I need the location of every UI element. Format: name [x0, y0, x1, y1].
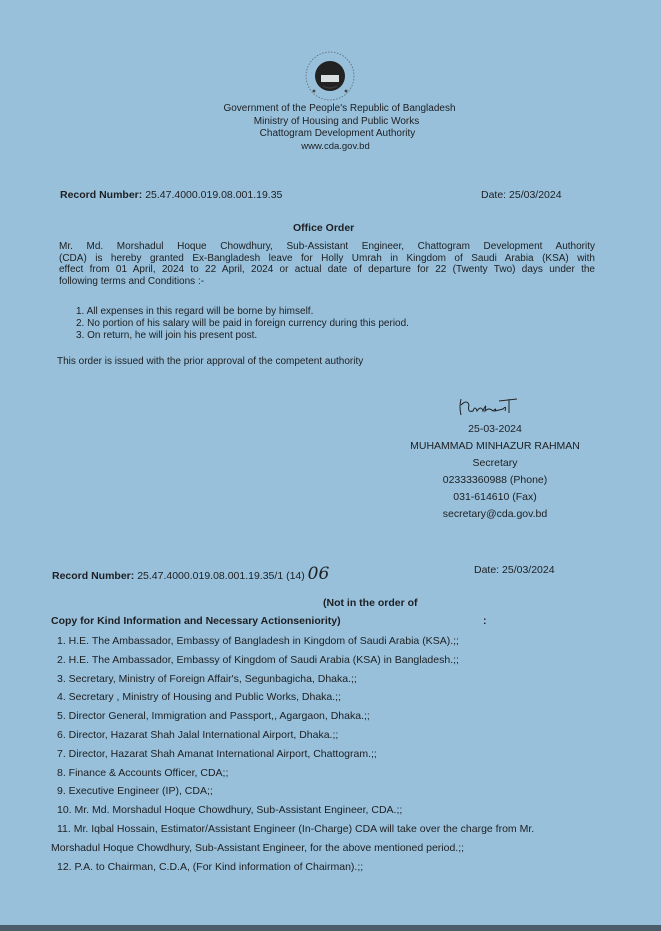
list-item: 10. Mr. Md. Morshadul Hoque Chowdhury, Sub-Assistant Engineer, CDA.;; [57, 804, 403, 817]
list-item: 12. P.A. to Chairman, C.D.A, (For Kind information of Chairman).;; [57, 860, 364, 873]
header-authority: Chattogram Development Authority [259, 128, 416, 139]
signatory-name: MUHAMMAD MINHAZUR RAHMAN [410, 440, 580, 452]
record-number-1 [60, 189, 282, 201]
header-government: Government of the People's Republic of Bangladesh [223, 103, 456, 114]
list-item: 2. H.E. The Ambassador, Embassy of Kingdom of Saudi Arabia (KSA) in Bangladesh.;; [57, 653, 459, 666]
seniority-note: (Not in the order of [323, 597, 418, 609]
record-number-value: 25.47.4000.019.08.001.19.35 [145, 189, 283, 201]
terms-list [76, 306, 409, 342]
list-item: 11. Mr. Iqbal Hossain, Estimator/Assistant Engineer (In-Charge) CDA will take over the charge from Mr. [57, 822, 535, 835]
term-item: 2. No portion of his salary will be paid in foreign currency during this period. [76, 318, 409, 329]
copy-heading: Copy for Kind Information and Necessary Actionseniority) [51, 615, 341, 627]
list-item: 7. Director, Hazarat Shah Amanat International Airport, Chattogram.;; [57, 747, 377, 760]
handwritten-signature-icon [455, 395, 535, 419]
list-item: 9. Executive Engineer (IP), CDA;; [57, 785, 213, 798]
paragraph-line: effect from 01 April, 2024 to 22 April, 2024 or actual date of departure for 22 (Twenty Two) days under the [59, 264, 595, 275]
signature-block [390, 395, 600, 523]
record-number-label: Record Number: [60, 189, 143, 201]
approval-statement: This order is issued with the prior approval of the competent authority [57, 356, 364, 367]
record-date-2: Date: 25/03/2024 [474, 564, 555, 576]
header-website-link[interactable]: www.cda.gov.bd [301, 140, 370, 152]
record-number-2 [52, 564, 329, 584]
signatory-designation: Secretary [472, 457, 518, 469]
office-order-title: Office Order [293, 222, 355, 234]
list-item: 6. Director, Hazarat Shah Jalal International Airport, Dhaka.;; [57, 728, 339, 741]
list-item: 5. Director General, Immigration and Passport,, Agargaon, Dhaka.;; [57, 710, 370, 723]
paragraph-line: (CDA) is hereby granted Ex-Bangladesh leave for Holly Umrah in Kingdom of Saudi Arabia (KSA) with [59, 252, 595, 264]
signatory-fax: 031-614610 (Fax) [453, 491, 537, 503]
copy-recipient-list [51, 632, 535, 876]
paragraph-line: Mr. Md. Morshadul Hoque Chowdhury, Sub-Assistant Engineer, Chattogram Development Authority [59, 241, 595, 252]
list-item: 3. Secretary, Ministry of Foreign Affair's, Segunbagicha, Dhaka.;; [57, 672, 357, 685]
record-number-value: 25.47.4000.019.08.001.19.35/1 (14) [137, 570, 305, 582]
list-item: 4. Secretary , Ministry of Housing and Public Works, Dhaka.;; [57, 691, 342, 704]
list-item: 8. Finance & Accounts Officer, CDA;; [57, 766, 229, 779]
signatory-email-link[interactable]: secretary@cda.gov.bd [442, 508, 548, 520]
signatory-phone: 02333360988 (Phone) [442, 474, 548, 486]
paragraph-line: following terms and Conditions :- [59, 275, 205, 287]
list-item-continuation: Morshadul Hoque Chowdhury, Sub-Assistant Engineer, for the above mentioned period.;; [51, 841, 465, 854]
header-ministry: Ministry of Housing and Public Works [253, 115, 420, 127]
handwritten-memo-number: 06 [307, 564, 330, 584]
list-item: 1. H.E. The Ambassador, Embassy of Bangladesh in Kingdom of Saudi Arabia (KSA).;; [57, 635, 459, 647]
government-seal-icon [299, 50, 361, 102]
term-item: 1. All expenses in this regard will be borne by himself. [76, 306, 314, 317]
record-date-1: Date: 25/03/2024 [481, 189, 562, 201]
order-paragraph [59, 241, 595, 287]
copy-heading-colon: : [483, 615, 487, 627]
bottom-edge-bar [0, 925, 661, 931]
record-number-label: Record Number: [52, 570, 135, 582]
letterhead [0, 103, 661, 153]
term-item: 3. On return, he will join his present post. [76, 330, 258, 341]
signature-date: 25-03-2024 [468, 423, 522, 435]
